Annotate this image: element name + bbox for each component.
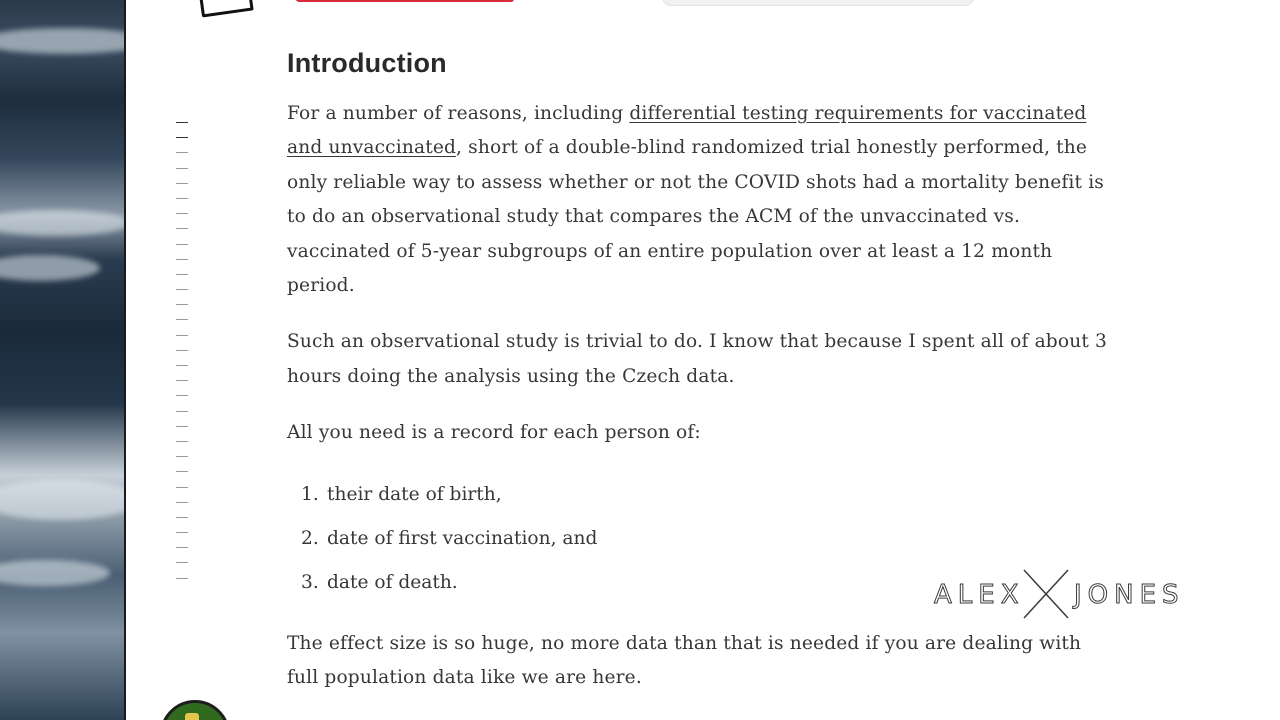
toc-dash[interactable]	[176, 532, 188, 533]
list-number: 3.	[301, 571, 319, 593]
list-number: 2.	[301, 527, 319, 549]
paragraph: All you need is a record for each person of:	[287, 422, 701, 444]
list-item	[301, 517, 1117, 561]
toc-dash[interactable]	[176, 213, 188, 214]
watermark-text-left: ALEX	[934, 580, 1025, 610]
toc-dash[interactable]	[176, 304, 188, 305]
paragraph: The effect size is so huge, no more data than that is needed if you are dealing with full population data like we are here.	[287, 632, 1082, 689]
toc-dash[interactable]	[176, 198, 188, 199]
toc-dash[interactable]	[176, 289, 188, 290]
watermark-text-right: JONES	[1074, 580, 1185, 610]
list-item-text: date of death.	[327, 571, 458, 593]
wave-decoration	[0, 210, 130, 236]
toc-dash[interactable]	[176, 137, 188, 138]
toc-dash[interactable]	[176, 502, 188, 503]
toc-dash[interactable]	[176, 471, 188, 472]
toc-dash[interactable]	[176, 244, 188, 245]
search-bar[interactable]	[662, 0, 974, 6]
site-title-banner[interactable]	[296, 0, 514, 2]
section-heading: Introduction	[287, 48, 447, 78]
list-item	[301, 473, 1117, 517]
paragraph: Such an observational study is trivial to do. I know that because I spent all of about 3 hours doing the analysis using the Czech data.	[287, 331, 1107, 387]
toc-dash[interactable]	[176, 259, 188, 260]
toc-dash[interactable]	[176, 578, 188, 579]
toc-dash[interactable]	[176, 517, 188, 518]
toc-dash[interactable]	[176, 380, 188, 381]
toc-dash[interactable]	[176, 456, 188, 457]
testing-requirements-link[interactable]: differential testing requirements for vaccinated and unvaccinated	[287, 103, 1087, 159]
list-item-text: their date of birth,	[327, 483, 502, 505]
channel-watermark	[934, 566, 1184, 626]
toc-dash[interactable]	[176, 562, 188, 563]
toc-dash[interactable]	[176, 335, 188, 336]
toc-dash[interactable]	[176, 122, 188, 123]
toc-dash[interactable]	[176, 319, 188, 320]
toc-dash[interactable]	[176, 365, 188, 366]
wave-decoration	[0, 560, 110, 586]
watermark-x-icon	[1018, 566, 1074, 622]
toc-dash[interactable]	[176, 441, 188, 442]
paragraph	[287, 97, 1117, 303]
toc-dash[interactable]	[176, 350, 188, 351]
toc-dash[interactable]	[176, 426, 188, 427]
toc-dash[interactable]	[176, 168, 188, 169]
toc-dash[interactable]	[176, 395, 188, 396]
toc-dash[interactable]	[176, 547, 188, 548]
toc-dash[interactable]	[176, 411, 188, 412]
paragraph-text: , short of a double-blind randomized trial honestly performed, the only reliable way to assess whether or not the COVID shots had a mortality benefit is to do an observational study that compares the ACM of the unvaccinated vs. vaccinated of 5-year subgroups of an entire population over at least a 12 month period.	[287, 137, 1105, 297]
wave-decoration	[0, 255, 100, 281]
list-item-text: date of first vaccination, and	[327, 527, 598, 549]
wave-decoration	[0, 480, 140, 520]
toc-dash[interactable]	[176, 228, 188, 229]
paragraph-text: For a number of reasons, including	[287, 103, 630, 124]
toc-dash[interactable]	[176, 183, 188, 184]
table-of-contents-icon[interactable]	[176, 122, 190, 593]
toc-dash[interactable]	[176, 487, 188, 488]
toc-dash[interactable]	[176, 274, 188, 275]
toc-dash[interactable]	[176, 152, 188, 153]
ocean-background	[0, 0, 124, 720]
list-number: 1.	[301, 483, 319, 505]
